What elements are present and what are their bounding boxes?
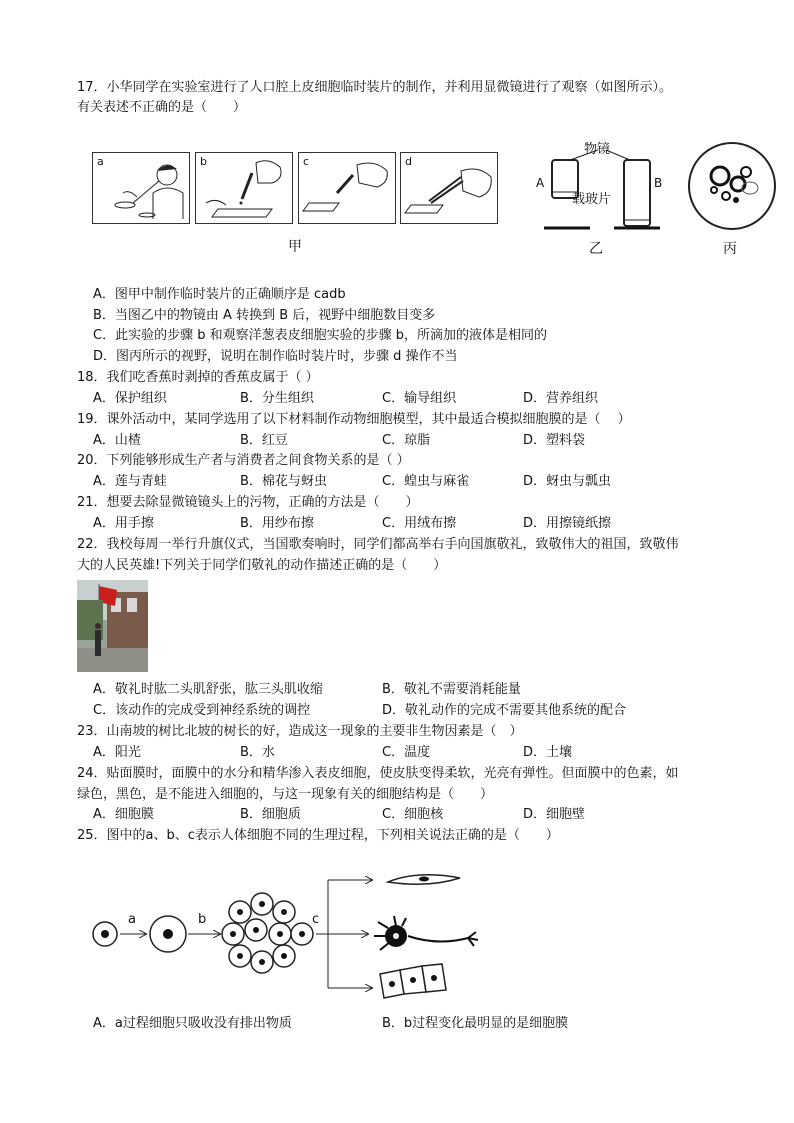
q22-stem-line2: 大的人民英雄!下列关于同学们敬礼的动作描述正确的是（ ） [77,558,447,573]
q25-cell-process-diagram [88,862,508,1012]
q23-option-d: D．土壤 [523,745,573,760]
q25-option-b: B．b过程变化最明显的是细胞膜 [382,1016,569,1031]
q25-option-a: A．a过程细胞只吸收没有排出物质 [93,1016,292,1031]
q20-option-d: D．蚜虫与瓢虫 [523,474,612,489]
q17-option-a: A．图甲中制作临时装片的正确顺序是 cadb [93,287,346,302]
q23-option-b: B．水 [240,745,275,760]
q24-option-a: A．细胞膜 [93,807,154,822]
q24-stem-line1: 24．贴面膜时，面膜中的水分和精华渗入表皮细胞，使皮肤变得柔软，光亮有弹性。但面膜中的色素，如 [77,766,679,781]
objective-a-label: A [536,176,545,190]
q23-stem: 23．山南坡的树比北坡的树长的好，造成这一现象的主要非生物因素是（ ） [77,724,523,739]
figure-caption-yi: 乙 [589,241,603,257]
q23-option-a: A．阳光 [93,745,141,760]
q19-stem: 19．课外活动中，某同学选用了以下材料制作动物细胞模型，其中最适合模拟细胞膜的是（ ） [77,412,631,427]
q23-option-c: C．温度 [382,745,431,760]
q24-stem-line2: 绿色，黑色，是不能进入细胞的，与这一现象有关的细胞结构是（ ） [77,787,494,802]
q17-figure-bing [686,140,778,232]
q20-option-a: A．莲与青蛙 [93,474,167,489]
q22-option-b: B．敬礼不需要消耗能量 [382,682,521,697]
q18-option-c: C．输导组织 [382,391,457,406]
process-label-c: c [312,912,320,927]
q17-option-c: C．此实验的步骤 b 和观察洋葱表皮细胞实验的步骤 b，所滴加的液体是相同的 [93,328,547,343]
coverslip-tweezers-illustration [401,153,497,223]
q17-stem-line2: 有关表述不正确的是（ ） [77,100,247,115]
panel-label-a: a [97,155,104,168]
q21-option-c: C．用绒布擦 [382,516,457,531]
step-panel-d [400,152,498,224]
q21-option-b: B．用纱布擦 [240,516,314,531]
q18-option-a: A．保护组织 [93,391,167,406]
cell-division-differentiation-diagram [88,862,508,1012]
microscope-field-of-view [686,140,778,232]
flag-salute-photo-image [77,580,148,672]
q24-option-b: B．细胞质 [240,807,301,822]
q18-option-b: B．分生组织 [240,391,314,406]
process-label-a: a [128,912,136,927]
q20-stem: 20．下列能够形成生产者与消费者之间食物关系的是（ ） [77,453,410,468]
q19-option-a: A．山楂 [93,433,141,448]
q22-option-a: A．敬礼时肱二头肌舒张，肱三头肌收缩 [93,682,323,697]
q17-option-d: D．图丙所示的视野，说明在制作临时装片时，步骤 d 操作不当 [93,349,458,364]
panel-label-b: b [200,155,207,168]
q21-stem: 21．想要去除显微镜镜头上的污物，正确的方法是（ ） [77,495,419,510]
step-panel-b [195,152,293,224]
step-panel-a [92,152,190,224]
q22-option-d: D．敬礼动作的完成不需要其他系统的配合 [382,703,627,718]
figure-caption-jia: 甲 [288,239,302,255]
q19-option-b: B．红豆 [240,433,288,448]
q19-option-c: C．琼脂 [382,433,431,448]
wipe-slide-illustration [299,153,395,223]
mouth-swab-illustration [93,153,189,223]
objective-b-label: B [654,176,663,190]
q20-option-b: B．棉花与蚜虫 [240,474,327,489]
q25-stem: 25．图中的a、b、c表示人体细胞不同的生理过程，下列相关说法正确的是（ ） [77,828,559,843]
q21-option-a: A．用手擦 [93,516,154,531]
q17-figure-jia [92,152,496,228]
step-panel-c [298,152,396,224]
q21-option-d: D．用擦镜纸擦 [523,516,612,531]
panel-label-d: d [405,155,412,168]
q24-option-c: C．细胞核 [382,807,444,822]
slide-label: 载玻片 [572,192,612,207]
flag-salute-photo [77,580,148,672]
q22-stem-line1: 22．我校每周一举行升旗仪式，当国歌奏响时，同学们都高举右手向国旗敬礼，致敬伟大的祖国，致敬伟 [77,537,679,552]
dropper-illustration [196,153,292,223]
q20-option-c: C．蝗虫与麻雀 [382,474,470,489]
q18-option-d: D．营养组织 [523,391,599,406]
q18-stem: 18．我们吃香蕉时剥掉的香蕉皮属于（ ） [77,370,319,385]
q24-option-d: D．细胞壁 [523,807,586,822]
figure-caption-bing: 丙 [723,241,737,257]
q17-option-b: B．当图乙中的物镜由 A 转换到 B 后，视野中细胞数目变多 [93,308,436,323]
q17-stem-line1: 17．小华同学在实验室进行了人口腔上皮细胞临时装片的制作，并利用显微镜进行了观察（如图所示）。 [77,80,673,95]
q19-option-d: D．塑料袋 [523,433,586,448]
objective-label: 物镜 [584,142,611,157]
process-label-b: b [198,912,207,927]
q22-option-c: C．该动作的完成受到神经系统的调控 [93,703,311,718]
panel-label-c: c [303,155,310,168]
